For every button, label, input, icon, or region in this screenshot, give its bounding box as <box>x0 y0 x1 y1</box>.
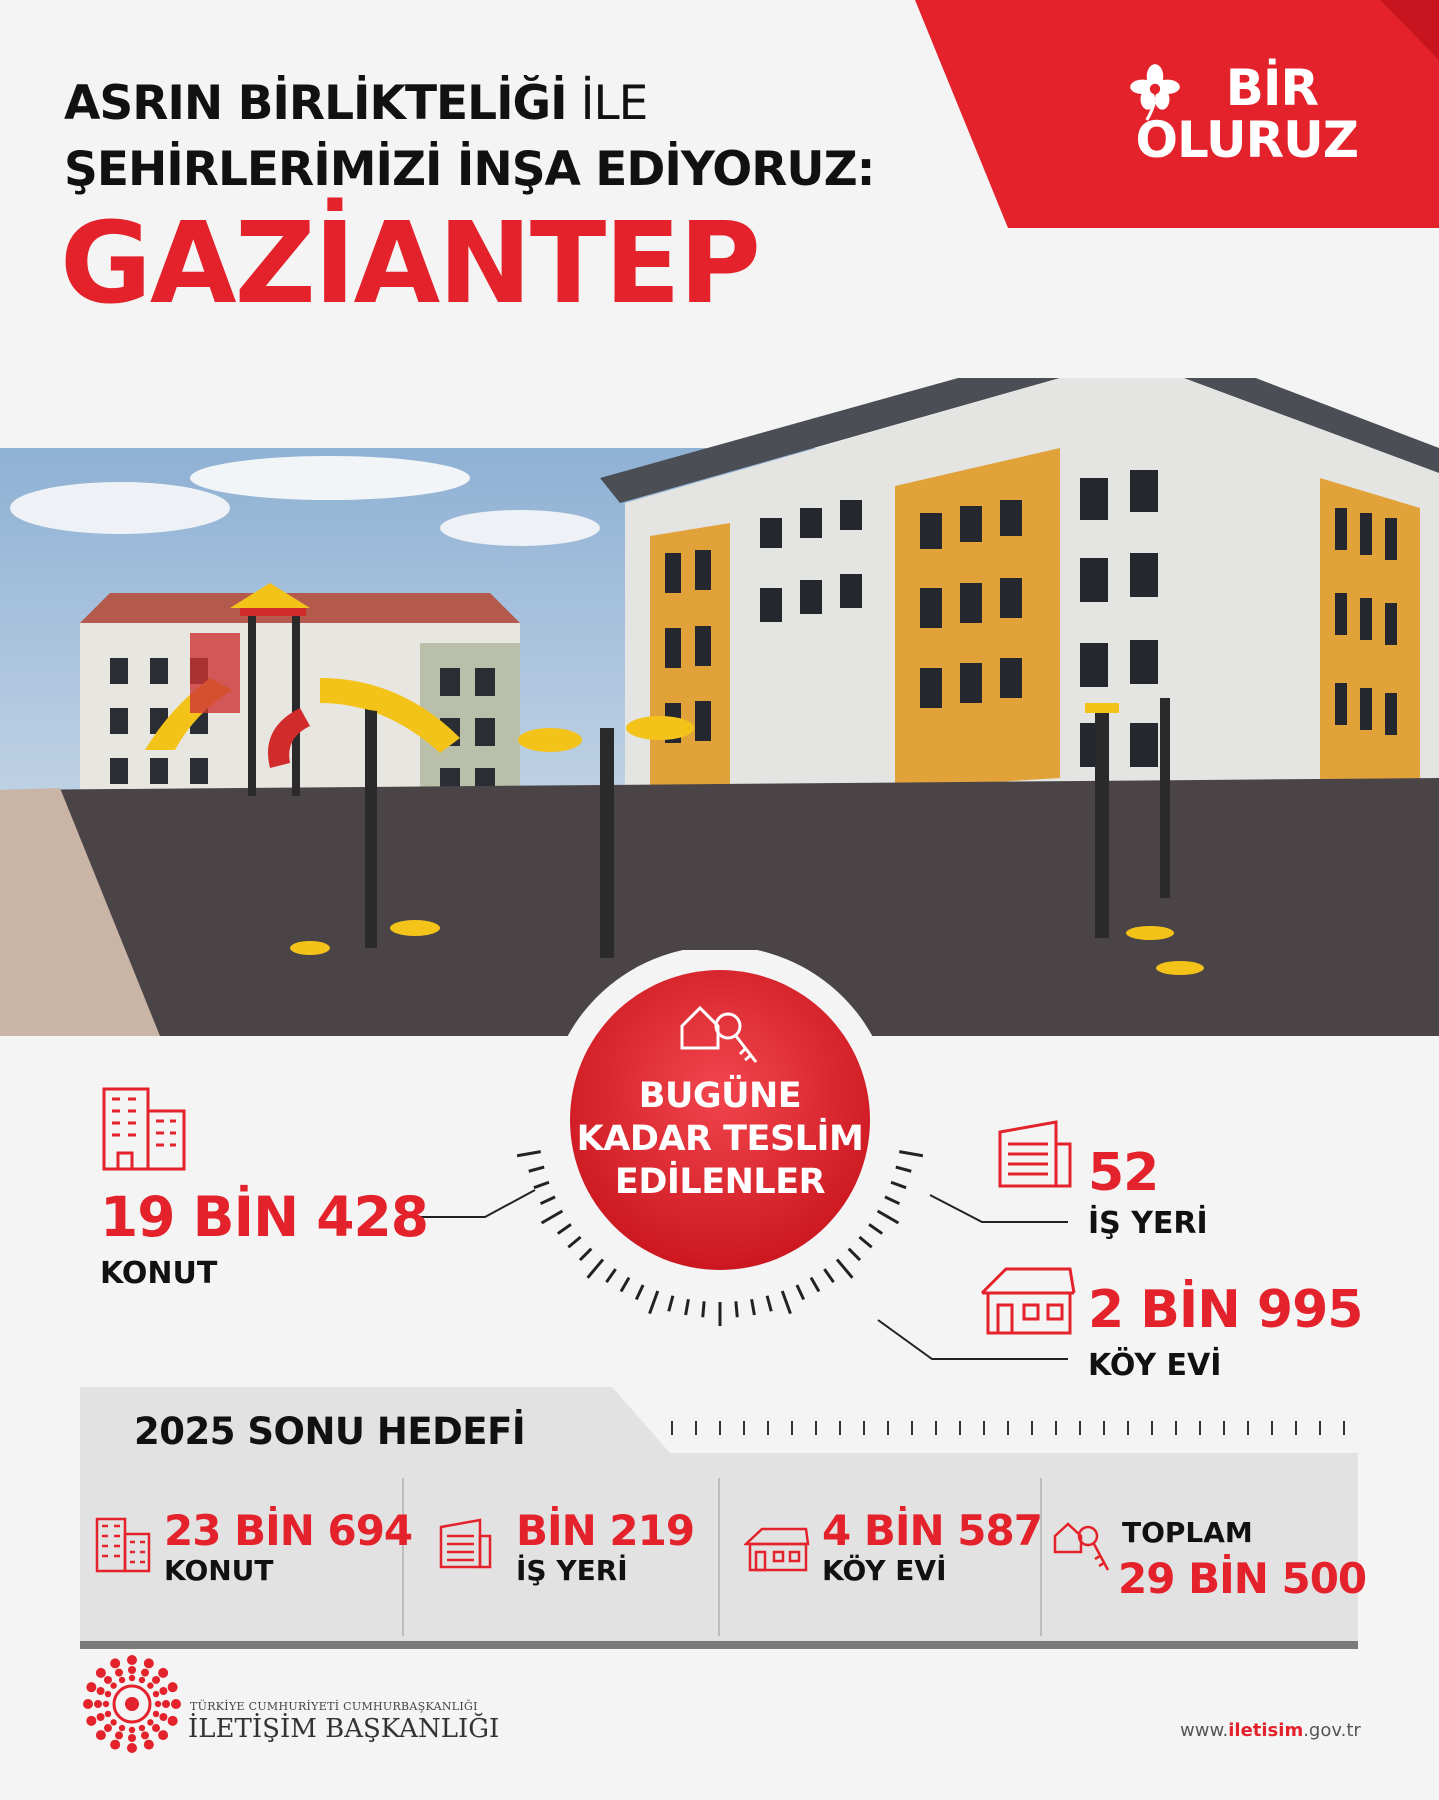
stat-village-house-value: 2 BİN 995 <box>1088 1280 1363 1340</box>
page-title: GAZİANTEP <box>60 199 759 329</box>
emblem-star <box>129 1675 135 1681</box>
target-workplace-label: İŞ YERİ <box>516 1554 628 1587</box>
office-building-icon <box>996 1120 1074 1190</box>
apartment-buildings-icon <box>100 1085 188 1171</box>
emblem-star <box>159 1713 167 1721</box>
emblem-star <box>147 1682 153 1688</box>
delivered-heading: BUGÜNE KADAR TESLİM EDİLENLER <box>576 1076 864 1202</box>
target-village-house-value: 4 BİN 587 <box>822 1506 1042 1555</box>
emblem-star <box>158 1668 168 1678</box>
emblem-star <box>158 1730 168 1740</box>
target-workplace-value: BİN 219 <box>516 1506 695 1555</box>
emblem-star <box>127 1743 137 1753</box>
emblem-star <box>168 1716 178 1726</box>
emblem-star <box>139 1677 145 1683</box>
stat-housing-value: 19 BİN 428 <box>100 1185 429 1249</box>
emblem-star <box>96 1668 106 1678</box>
emblem-star <box>159 1687 167 1695</box>
emblem-star <box>94 1700 102 1708</box>
stat-workplace-value: 52 <box>1088 1143 1159 1203</box>
stat-village-house-label: KÖY EVİ <box>1088 1348 1222 1383</box>
emblem-star <box>153 1711 159 1717</box>
org-name: İLETİŞİM BAŞKANLIĞI <box>188 1714 500 1744</box>
emblem-star <box>86 1716 96 1726</box>
emblem-star <box>141 1669 149 1677</box>
emblem-star <box>152 1676 160 1684</box>
target-total-value: 29 BİN 500 <box>1118 1554 1367 1603</box>
emblem-star <box>115 1669 123 1677</box>
emblem-star <box>141 1731 149 1739</box>
emblem-star <box>115 1731 123 1739</box>
housing-photo <box>0 378 1439 1036</box>
emblem-star <box>147 1719 153 1725</box>
emblem-star <box>152 1724 160 1732</box>
emblem-star <box>139 1725 145 1731</box>
house-key-icon <box>676 996 764 1072</box>
emblem-star <box>110 1719 116 1725</box>
emblem-star <box>127 1655 137 1665</box>
website-link[interactable]: www.iletisim.gov.tr <box>1180 1720 1361 1741</box>
target-village-house-label: KÖY EVİ <box>822 1554 947 1587</box>
office-building-icon <box>438 1518 494 1570</box>
emblem-star <box>155 1701 161 1707</box>
emblem-star <box>105 1691 111 1697</box>
stat-housing-label: KONUT <box>100 1256 218 1291</box>
presidency-emblem-icon <box>82 1654 182 1754</box>
emblem-star <box>110 1740 120 1750</box>
apartment-buildings-icon <box>94 1516 152 1574</box>
target-total-label: TOPLAM <box>1122 1516 1253 1549</box>
stat-workplace-label: İŞ YERİ <box>1088 1206 1208 1241</box>
emblem-star <box>128 1734 136 1742</box>
emblem-star <box>128 1666 136 1674</box>
emblem-star <box>144 1658 154 1668</box>
emblem-star <box>86 1682 96 1692</box>
emblem-star <box>104 1676 112 1684</box>
org-subtitle: TÜRKİYE CUMHURİYETİ CUMHURBAŞKANLIĞI <box>190 1700 478 1713</box>
emblem-star <box>119 1725 125 1731</box>
target-title: 2025 SONU HEDEFİ <box>134 1410 526 1453</box>
house-key-icon <box>1052 1514 1112 1578</box>
emblem-star <box>119 1677 125 1683</box>
title-line2: ŞEHİRLERİMİZİ İNŞA EDİYORUZ: <box>64 142 875 197</box>
emblem-star <box>96 1730 106 1740</box>
emblem-star <box>83 1699 93 1709</box>
emblem-star <box>104 1724 112 1732</box>
emblem-star <box>171 1699 181 1709</box>
emblem-star <box>129 1727 135 1733</box>
emblem-star <box>97 1687 105 1695</box>
emblem-star <box>97 1713 105 1721</box>
target-housing-value: 23 BİN 694 <box>164 1506 413 1555</box>
target-housing-label: KONUT <box>164 1554 274 1587</box>
title-line1: ASRIN BİRLİKTELİĞİ İLE <box>64 76 648 131</box>
emblem-star <box>153 1691 159 1697</box>
emblem-star <box>105 1711 111 1717</box>
emblem-star <box>168 1682 178 1692</box>
emblem-star <box>144 1740 154 1750</box>
emblem-star <box>110 1658 120 1668</box>
emblem-star <box>103 1701 109 1707</box>
emblem-star <box>162 1700 170 1708</box>
village-house-icon <box>744 1526 810 1572</box>
emblem-star <box>110 1682 116 1688</box>
slogan: BİR OLURUZ <box>1135 59 1358 169</box>
village-house-icon <box>980 1263 1076 1337</box>
